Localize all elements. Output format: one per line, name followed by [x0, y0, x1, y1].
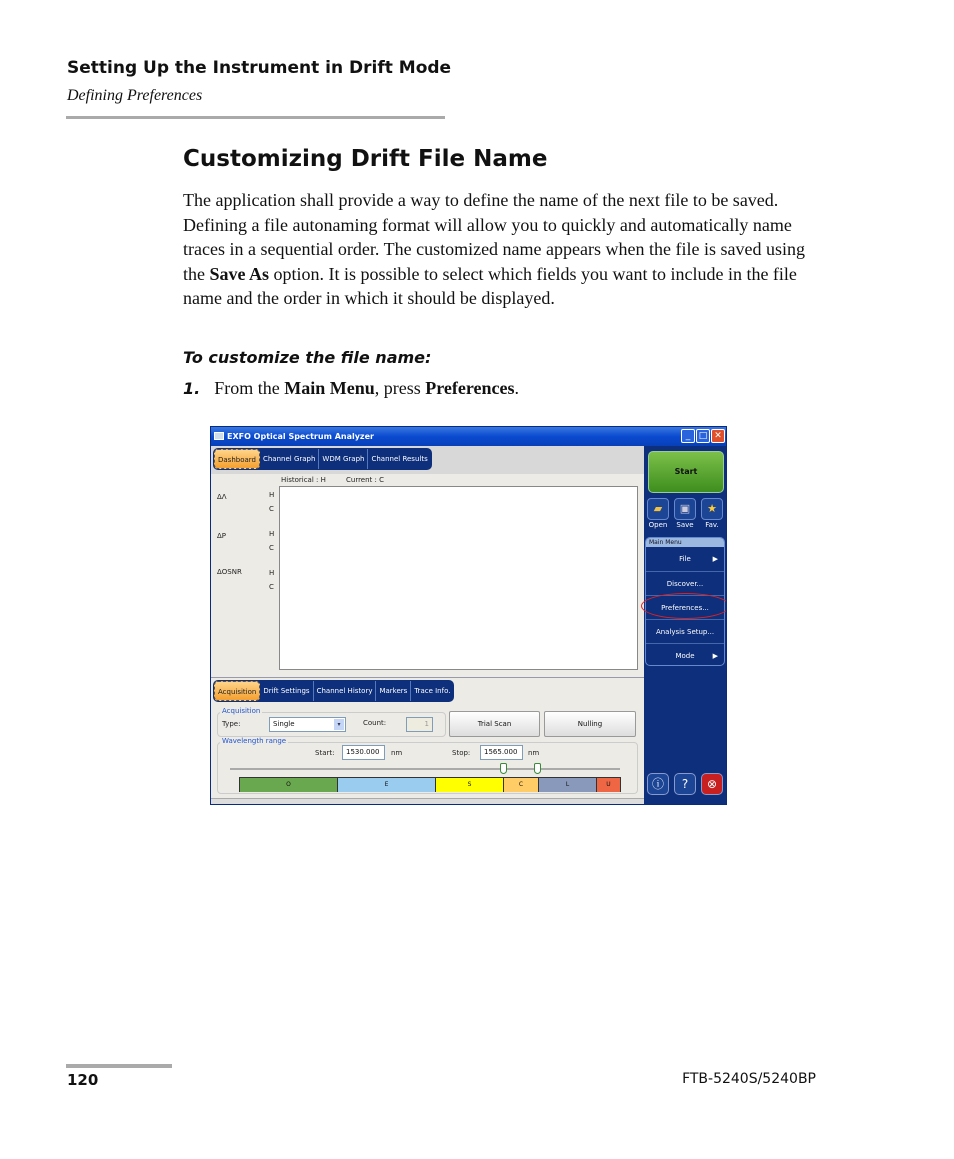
top-tabs	[213, 448, 432, 470]
count-label: Count:	[363, 719, 387, 727]
row-c: C	[269, 505, 274, 513]
para-text: option. It is possible to select which fields you want to include in the file name and the order in which it should be displayed.	[183, 263, 797, 309]
row-h: H	[269, 569, 275, 577]
start-unit: nm	[391, 749, 403, 757]
step-1	[183, 378, 519, 399]
row-c: C	[269, 544, 274, 552]
row-label-delta-lambda: ΔΛ	[217, 493, 227, 501]
menu-label: File	[679, 555, 691, 563]
row-label-delta-p: ΔP	[217, 532, 227, 540]
band-s: S	[436, 778, 504, 792]
row-c: C	[269, 583, 274, 591]
page-number: 120	[67, 1071, 99, 1089]
step-bold: Main Menu	[284, 378, 375, 398]
close-icon[interactable]: ✕	[711, 429, 725, 443]
band-l: L	[539, 778, 597, 792]
menu-label: Preferences...	[661, 604, 709, 612]
start-wavelength-input[interactable]: 1530.000	[342, 745, 385, 760]
favorite-star-icon[interactable]: ★	[701, 498, 723, 520]
tab-channel-results[interactable]: Channel Results	[371, 455, 428, 463]
menu-item-analysis-setup[interactable]	[646, 619, 724, 643]
running-header-subtitle: Defining Preferences	[67, 87, 203, 104]
app-icon	[214, 432, 224, 440]
product-model: FTB-5240S/5240BP	[682, 1071, 816, 1087]
stop-unit: nm	[528, 749, 540, 757]
tab-wdm-graph[interactable]: WDM Graph	[319, 449, 368, 469]
band-o: O	[240, 778, 338, 792]
app-screenshot	[210, 426, 727, 805]
menu-item-discover[interactable]	[646, 571, 724, 595]
section-heading: Customizing Drift File Name	[183, 146, 548, 172]
band-c: C	[504, 778, 539, 792]
tab-drift-settings[interactable]: Drift Settings	[260, 681, 313, 701]
arrow-right-icon: ▶	[712, 652, 718, 660]
acquisition-group-title: Acquisition	[222, 707, 261, 715]
footer-rule	[66, 1064, 172, 1068]
title-bar	[211, 427, 727, 446]
row-h: H	[269, 530, 275, 538]
status-bar	[211, 798, 644, 805]
divider	[211, 677, 644, 678]
exit-icon[interactable]: ⊗	[701, 773, 723, 795]
menu-label: Analysis Setup...	[655, 628, 715, 636]
body-paragraph	[183, 188, 823, 311]
chevron-down-icon: ▾	[334, 719, 344, 730]
row-h: H	[269, 491, 275, 499]
para-bold: Save As	[209, 263, 270, 284]
legend-historical: Historical : H	[281, 476, 326, 484]
step-text: .	[514, 378, 520, 398]
menu-label: Mode	[675, 652, 695, 660]
window-title: EXFO Optical Spectrum Analyzer	[227, 432, 374, 441]
type-value: Single	[273, 720, 295, 728]
procedure-heading: To customize the file name:	[183, 348, 432, 367]
start-slider-handle[interactable]	[500, 763, 507, 774]
start-label: Start:	[315, 749, 335, 757]
trial-scan-button[interactable]: Trial Scan	[449, 711, 540, 737]
menu-item-mode[interactable]	[646, 643, 724, 667]
type-select[interactable]	[269, 717, 346, 732]
range-slider-track[interactable]	[230, 768, 620, 770]
start-button[interactable]: Start	[648, 451, 724, 493]
running-header-title: Setting Up the Instrument in Drift Mode	[67, 58, 452, 78]
wavelength-group-title: Wavelength range	[222, 737, 287, 745]
type-label: Type:	[222, 720, 241, 728]
minimize-icon[interactable]: _	[681, 429, 695, 443]
open-label: Open	[648, 521, 668, 529]
tab-channel-graph[interactable]: Channel Graph	[260, 449, 319, 469]
row-label-delta-osnr: ΔOSNR	[217, 568, 242, 576]
stop-label: Stop:	[452, 749, 471, 757]
stop-wavelength-input[interactable]: 1565.000	[480, 745, 523, 760]
save-label: Save	[676, 521, 694, 529]
save-disk-icon[interactable]: ▣	[674, 498, 696, 520]
legend-current: Current : C	[346, 476, 384, 484]
menu-label: Discover...	[666, 580, 704, 588]
band-u: U	[597, 778, 620, 792]
main-menu-title: Main Menu	[646, 538, 724, 547]
band-e: E	[338, 778, 436, 792]
para-text: The application shall provide a way to define the name of the next file to be saved. Defining a file autonaming format will allow you to quickly and automatically name traces in a sequential order. The customized name appears when the file is saved using the	[183, 190, 805, 284]
highlight-ellipse	[641, 593, 727, 619]
open-folder-icon[interactable]: ▰	[647, 498, 669, 520]
header-rule	[66, 116, 445, 119]
tab-dashboard[interactable]: Dashboard	[214, 449, 260, 469]
band-bar	[239, 777, 621, 792]
nulling-button[interactable]: Nulling	[544, 711, 636, 737]
help-icon[interactable]: ?	[674, 773, 696, 795]
drift-graph	[279, 486, 638, 670]
tab-channel-history[interactable]: Channel History	[314, 681, 377, 701]
menu-item-file[interactable]	[646, 547, 724, 571]
bottom-tabs	[213, 680, 454, 702]
tab-markers[interactable]: Markers	[376, 681, 411, 701]
tab-trace-info[interactable]: Trace Info.	[414, 687, 451, 695]
tab-acquisition[interactable]: Acquisition	[214, 681, 260, 701]
stop-slider-handle[interactable]	[534, 763, 541, 774]
fav-label: Fav.	[705, 521, 719, 529]
step-number: 1.	[183, 379, 201, 398]
info-icon[interactable]: ⓘ	[647, 773, 669, 795]
arrow-right-icon: ▶	[712, 555, 718, 563]
maximize-icon[interactable]: □	[696, 429, 710, 443]
step-text: From the	[214, 378, 285, 398]
count-field[interactable]: 1	[406, 717, 433, 732]
step-bold: Preferences	[425, 378, 515, 398]
step-text: , press	[374, 378, 426, 398]
